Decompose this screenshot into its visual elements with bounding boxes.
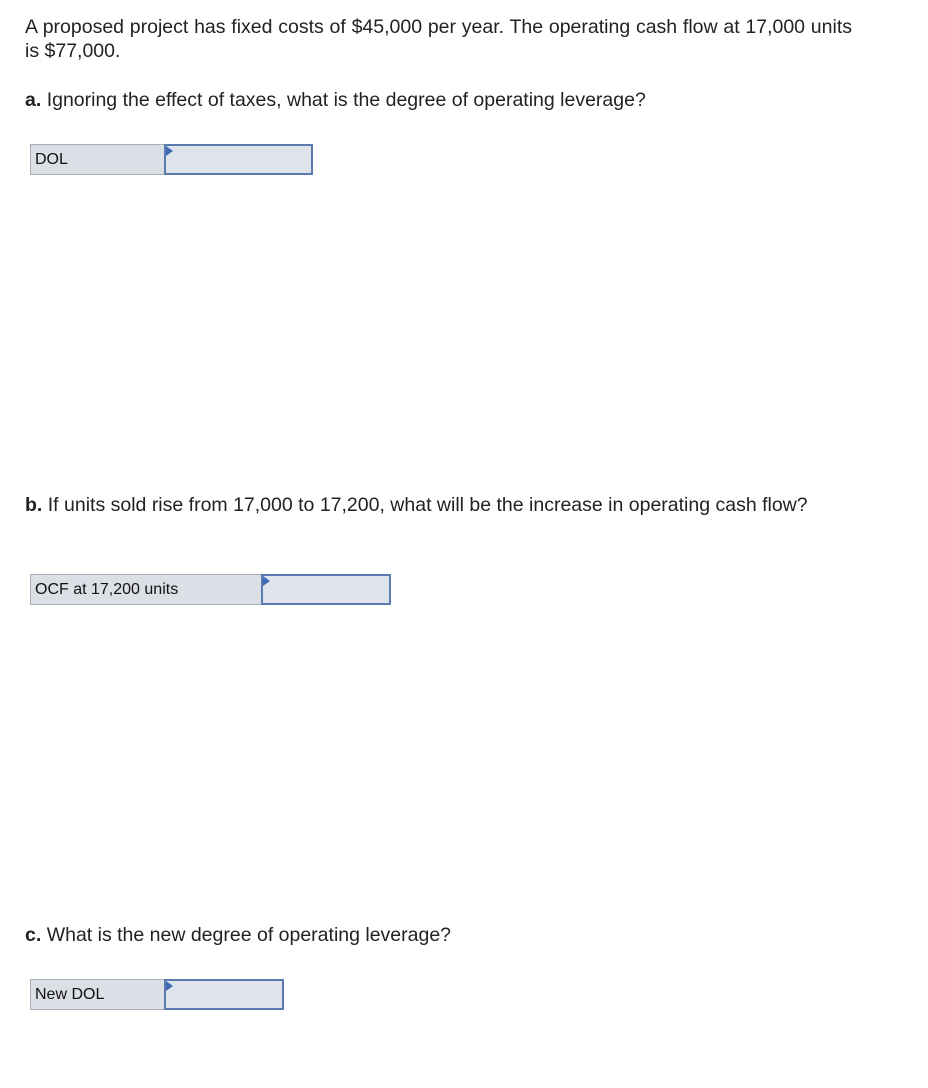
question-c-text: What is the new degree of operating leverage? (46, 924, 452, 946)
ocf-label: OCF at 17,200 units (30, 574, 261, 605)
question-c (25, 923, 852, 947)
new-dol-input-wrap (164, 979, 284, 1010)
answer-row-new-dol (30, 979, 284, 1010)
question-b-letter: b. (25, 494, 43, 516)
question-a (25, 88, 852, 112)
question-b-text: If units sold rise from 17,000 to 17,200, what will be the increase in operating cash flow? (47, 494, 808, 516)
dol-label: DOL (30, 144, 164, 175)
question-c-letter: c. (25, 924, 42, 946)
ocf-input[interactable] (261, 574, 391, 605)
new-dol-input[interactable] (164, 979, 284, 1010)
ocf-input-wrap (261, 574, 391, 605)
answer-row-ocf (30, 574, 391, 605)
problem-intro: A proposed project has fixed costs of $45,000 per year. The operating cash flow at 17,000 units is $77,000. (25, 16, 852, 62)
question-b (25, 493, 852, 517)
question-a-letter: a. (25, 89, 42, 111)
answer-row-dol (30, 144, 313, 175)
question-a-text: Ignoring the effect of taxes, what is the degree of operating leverage? (46, 89, 646, 111)
new-dol-label: New DOL (30, 979, 164, 1010)
dol-input-wrap (164, 144, 313, 175)
dol-input[interactable] (164, 144, 313, 175)
